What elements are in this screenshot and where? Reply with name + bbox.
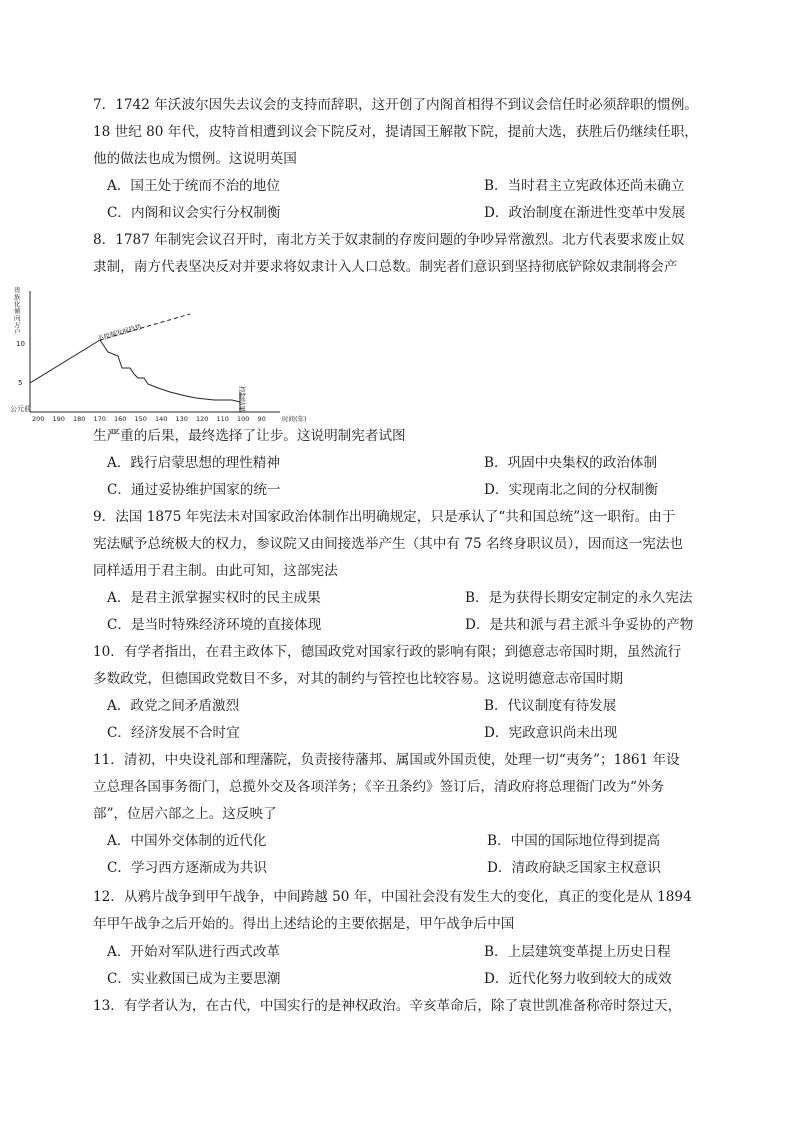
option-d[interactable]: D．宪政意识尚未出现 [484, 725, 618, 741]
question-11-line-1: 11．清初，中央设礼部和理藩院，负责接待藩邦、属国或外国贡使，处理一切“夷务”；1861 年设 [93, 752, 680, 768]
option-b[interactable]: B．是为获得长期安定制定的永久宪法 [465, 590, 693, 606]
question-8-continued [93, 423, 703, 450]
option-c[interactable]: C．实业救国已成为主要思潮 [107, 971, 281, 987]
option-c[interactable]: C．学习西方逐渐成为共识 [107, 860, 267, 876]
option-c[interactable]: C．经济发展不合时宜 [107, 725, 240, 741]
option-a[interactable]: A．中国外交体制的近代化 [107, 833, 267, 849]
question-10-line-2: 多数政党，但德国政党数目不多，对其的制约与管控也比较容易。这说明德意志帝国时期 [93, 671, 624, 687]
question-10-line-1: 10．有学者指出，在君主政体下，德国政党对国家行政的影响有限；到德意志帝国时期，虽然流行 [93, 644, 682, 660]
question-12-line-2: 年甲午战争之后开始的。得出上述结论的主要依据是，甲午战争后中国 [93, 916, 515, 932]
x-prefix-label: 公元前 [10, 405, 31, 413]
x-tick-label: 190 [52, 415, 65, 423]
option-c[interactable]: C．通过妥协维护国家的统一 [107, 482, 281, 498]
x-tick-label: 140 [155, 415, 168, 423]
y-axis-label [14, 286, 23, 336]
y-label-char: 贵 [14, 286, 21, 294]
x-tick-label: 130 [175, 415, 188, 423]
y-label-char: 倾 [14, 307, 21, 315]
option-c[interactable]: C．是当时特殊经济环境的直接体现 [107, 617, 322, 633]
question-8-line-1: 8．1787 年制宪会议召开时，南北方关于奴隶制的存废问题的争吵异常激烈。北方代表要求废止奴 [93, 232, 685, 248]
x-tick-label: 150 [134, 415, 147, 423]
option-b[interactable]: B．中国的国际地位得到提高 [487, 833, 661, 849]
option-a[interactable]: A．国王处于统而不治的地位 [107, 178, 280, 194]
option-a[interactable]: A．政党之间矛盾激烈 [107, 698, 240, 714]
option-b[interactable]: B．当时君主立宪政体还尚未确立 [484, 178, 685, 194]
option-d[interactable]: D．实现南北之间的分权制衡 [484, 482, 659, 498]
y-label-char: 族 [14, 293, 21, 301]
x-tick-label: 170 [93, 415, 106, 423]
question-11-line-2: 立总理各国事务衙门，总揽外交及各项洋务；《辛丑条约》签订后，清政府将总理衙门改为“外务 [93, 779, 665, 795]
question-7-line-3: 他的做法也成为惯例。这说明英国 [93, 151, 297, 167]
x-tick-label: 200 [32, 415, 45, 423]
x-tick-label: 120 [196, 415, 209, 423]
y-tick-label: 10 [16, 340, 25, 348]
option-a[interactable]: A．开始对军队进行西式改革 [107, 944, 280, 960]
y-label-char: 户 [14, 328, 21, 336]
x-tick-label: 110 [216, 415, 229, 423]
question-9-line-1: 9．法国 1875 年宪法未对国家政治体制作出明确规定，只是承认了“共和国总统”这一职衔。由于 [93, 509, 676, 525]
question-11 [93, 747, 703, 828]
y-label-char: 化 [14, 300, 21, 308]
option-b[interactable]: B．代议制度有待发展 [484, 698, 617, 714]
y-tick-label: 5 [18, 379, 23, 387]
trend-line-solid [30, 340, 100, 383]
x-axis-label: 时间(年) [282, 415, 307, 423]
option-d[interactable]: D．是共和派与君主派斗争妥协的产物 [465, 617, 694, 633]
control-label: 控制结果 [238, 386, 246, 412]
question-12-line-1: 12．从鸦片战争到甲午战争，中间跨越 50 年，中国社会没有发生大的变化，真正的变化是从 1894 [93, 889, 692, 905]
option-c[interactable]: C．内阁和议会实行分权制衡 [107, 205, 281, 221]
option-b[interactable]: B．巩固中央集权的政治体制 [484, 455, 658, 471]
x-tick-label: 160 [114, 415, 127, 423]
question-8 [93, 227, 703, 281]
x-tick-group [32, 415, 266, 423]
question-8-line-3: 生严重的后果，最终选择了让步。这说明制宪者试图 [93, 428, 406, 444]
y-label-char: 万 [14, 321, 21, 329]
question-8-line-2: 隶制，南方代表坚决反对并要求将奴隶计入人口总数。制宪者们意识到坚持彻底铲除奴隶制将会产 [93, 259, 678, 275]
question-9-line-3: 同样适用于君主制。由此可知，这部宪法 [93, 563, 338, 579]
option-a[interactable]: A．践行启蒙思想的理性精神 [107, 455, 280, 471]
question-13-line-1: 13．有学者认为，在古代，中国实行的是神权政治。辛亥革命后，除了袁世凯准备称帝时祭过天， [93, 998, 682, 1014]
y-label-char: 向 [14, 314, 21, 322]
question-13 [93, 993, 703, 1020]
question-11-line-3: 部”，位居六部之上。这反映了 [93, 806, 277, 822]
x-tick-label: 180 [73, 415, 86, 423]
question-10 [93, 639, 703, 693]
question-7-line-2: 18 世纪 80 年代，皮特首相遭到议会下院反对，提请国王解散下院，提前大选，获胜后仍继续任职， [93, 124, 698, 140]
question-7-line-1: 7．1742 年沃波尔因失去议会的支持而辞职，这开创了内阁首相得不到议会信任时必须辞职的惯例。 [93, 97, 698, 113]
trend-label: 不控制发展趋势 [96, 322, 143, 343]
question-7 [93, 92, 703, 173]
question-9 [93, 504, 703, 585]
option-b[interactable]: B．上层建筑变革提上历史日程 [484, 944, 671, 960]
option-d[interactable]: D．近代化努力收到较大的成效 [484, 971, 672, 987]
x-tick-label: 100 [237, 415, 250, 423]
control-line [100, 340, 240, 402]
option-d[interactable]: D．清政府缺乏国家主权意识 [487, 860, 662, 876]
chart [10, 286, 310, 428]
x-tick-label: 90 [257, 415, 266, 423]
question-9-line-2: 宪法赋予总统极大的权力，参议院又由间接选举产生（其中有 75 名终身职议员），因而这一宪法也 [93, 536, 684, 552]
question-12 [93, 884, 703, 938]
option-d[interactable]: D．政治制度在渐进性变革中发展 [484, 205, 686, 221]
option-a[interactable]: A．是君主派掌握实权时的民主成果 [107, 590, 321, 606]
